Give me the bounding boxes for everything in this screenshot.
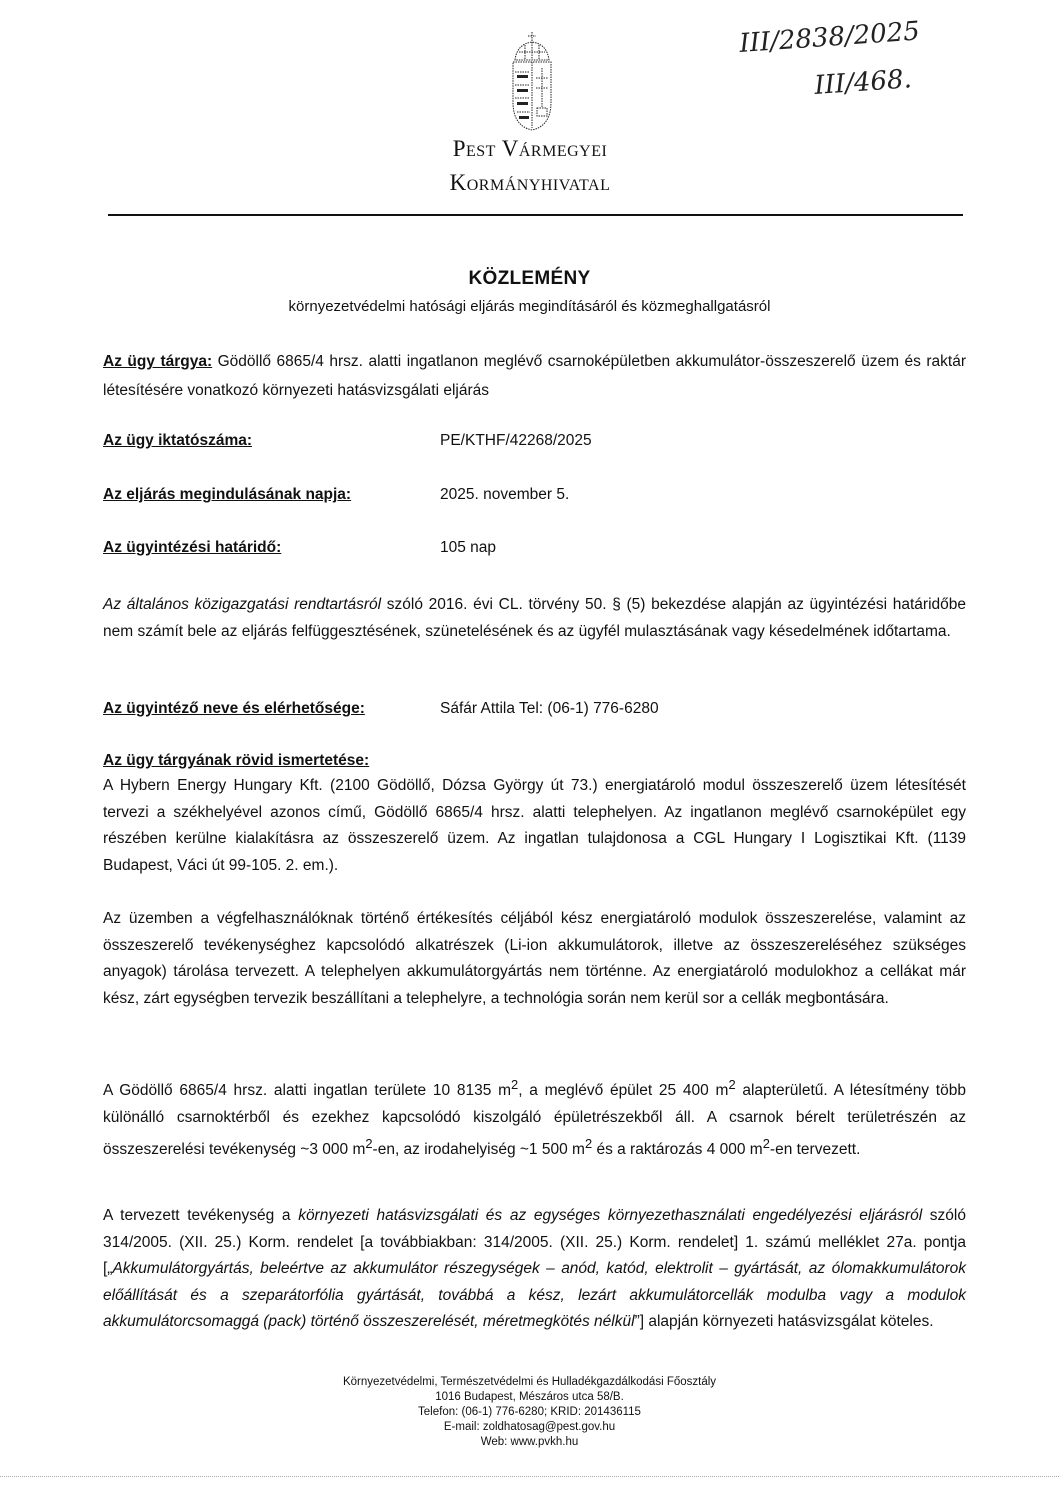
handwritten-line2: III/468. — [813, 64, 913, 101]
text: , a meglévő épület 25 400 m — [518, 1082, 729, 1100]
field-value: 2025. november 5. — [440, 486, 570, 503]
footer-address: 1016 Budapest, Mészáros utca 58/B. — [435, 1391, 624, 1403]
summary-paragraph-2: Az üzemben a végfelhasználóknak történő értékesítés céljából kész energiatároló modulok összeszerelése, valamint az összeszerelő tevékenységhez kapcsolódó alkatrészek (Li-ion akkumulátorok, illetve az összeszereléséhez szükséges anyagok) tárolása tervezett. A telephelyen akkumulátorgyártás nem történne. Az energiatároló modulokhoz a cellákat már kész, zárt egységben tervezik beszállítani a telephelyre, a technológia során nem kerül sor a cellák megbontására. — [103, 910, 966, 1007]
summary-paragraph-3 — [103, 1072, 966, 1164]
summary-paragraph-4 — [103, 1203, 966, 1336]
field-label: Az ügy iktatószáma: — [103, 432, 253, 449]
law-reference: Az általános közigazgatási rendtartásról — [103, 596, 382, 613]
footer-email: E-mail: zoldhatosag@pest.gov.hu — [443, 1421, 616, 1433]
organization-name-line1: Pest Vármegyei — [452, 136, 608, 161]
deadline-note-text: szóló 2016. évi CL. törvény 50. § (5) bekezdése alapján az ügyintézési határidőbe nem számít bele az eljárás felfüggesztésének, szünetelésének és az ügyfél mulasztásának vagy késedelmének időtartama. — [103, 596, 966, 640]
summary-paragraph-1: A Hybern Energy Hungary Kft. (2100 Gödöllő, Dózsa György út 73.) energiatároló modul összeszerelő üzem létesítését tervezi a székhelyével azonos című, Gödöllő 6865/4 hrsz. alatti telephelyen. Az ingatlanon meglévő csarnoképület egy részében kerülne kialakításra az összeszerelő üzem. Az ingatlan tulajdonosa a CGL Hungary I Logisztikai Kft. (1139 Budapest, Váci út 99-105. 2. em.). — [103, 777, 966, 874]
summary-heading: Az ügy tárgyának rövid ismertetése: — [103, 752, 370, 769]
subject-text: Gödöllő 6865/4 hrsz. alatti ingatlanon meglévő csarnoképületben akkumulátor-összeszerelő üzem és raktár létesítésére vonatkozó környezeti hatásvizsgálati eljárás — [103, 353, 966, 399]
handwritten-line1: III/2838/2025 — [738, 16, 921, 59]
field-value: PE/KTHF/42268/2025 — [440, 432, 592, 449]
field-value: 105 nap — [440, 539, 497, 556]
coat-of-arms-icon — [509, 30, 555, 134]
footer-department: Környezetvédelmi, Természetvédelmi és Hulladékgazdálkodási Főosztály — [342, 1376, 717, 1388]
text: -en tervezett. — [769, 1141, 861, 1159]
superscript: 2 — [584, 1136, 593, 1152]
text: A Gödöllő 6865/4 hrsz. alatti ingatlan területe 10 8135 m — [103, 1082, 511, 1100]
contact-label: Az ügyintéző neve és elérhetősége: — [103, 700, 365, 717]
field-row-start-date — [103, 486, 966, 504]
organization-name-line2: Kormányhivatal — [449, 170, 611, 195]
contact-value: Sáfár Attila Tel: (06-1) 776-6280 — [440, 700, 659, 717]
field-row-deadline — [103, 539, 966, 557]
quoted-regulation: Akkumulátorgyártás, beleértve az akkumulátor részegységek – anód, katód, elektrolit – gyártását, az ólomakkumulátorok előállítását és a szeparátorfólia gyártását, továbbá a kész, lezárt akkumulátorcellák modulba vagy a modulok akkumulátorcsomaggá (pack) történő összeszerelését, méretmegkötés nélkül — [103, 1260, 966, 1330]
field-label: Az ügyintézési határidő: — [103, 539, 282, 556]
subject-label: Az ügy tárgya: — [103, 353, 213, 370]
page-footer — [0, 1375, 1059, 1450]
text: -en, az irodahelyiség ~1 500 m — [372, 1141, 585, 1159]
summary-heading-block — [103, 752, 966, 770]
header-divider — [108, 214, 963, 216]
notice-title: KÖZLEMÉNY — [468, 268, 591, 289]
superscript: 2 — [728, 1077, 736, 1092]
text: szóló 314/2005. (XII. 25.) Korm. rendelet [a továbbiakban: 314/2005. (XII. 25.) Korm. rendelet] 1. számú melléklet 27a. pontja [„ — [103, 1207, 966, 1277]
field-label: Az eljárás megindulásának napja: — [103, 486, 352, 503]
law-title: környezeti hatásvizsgálati és az egységes környezethasználati engedélyezési eljárásról — [298, 1207, 923, 1224]
notice-subtitle: környezetvédelmi hatósági eljárás megindításáról és közmeghallgatásról — [288, 298, 771, 315]
text: ”] alapján környezeti hatásvizsgálat köteles. — [634, 1313, 934, 1330]
text: alapterületű. A létesítmény több különálló csarnoktérből és ezekhez kapcsolódó kiszolgáló épületrészekből áll. A csarnok bérelt területrészén az összeszerelési tevékenység ~3 000 m — [103, 1082, 966, 1159]
field-row-contact — [103, 700, 966, 718]
deadline-note — [103, 592, 966, 645]
field-row-case-number — [103, 432, 966, 450]
superscript: 2 — [762, 1136, 770, 1152]
handwritten-registry-number — [735, 14, 955, 124]
text: A tervezett tevékenység a — [103, 1207, 299, 1224]
subject-paragraph — [103, 347, 966, 405]
footer-phone: Telefon: (06-1) 776-6280; KRID: 201436115 — [418, 1406, 641, 1418]
text: és a raktározás 4 000 m — [592, 1141, 763, 1159]
scan-artifact-dots — [0, 1476, 1059, 1479]
footer-web: Web: www.pvkh.hu — [480, 1436, 579, 1448]
superscript: 2 — [365, 1136, 373, 1152]
superscript: 2 — [511, 1077, 519, 1092]
